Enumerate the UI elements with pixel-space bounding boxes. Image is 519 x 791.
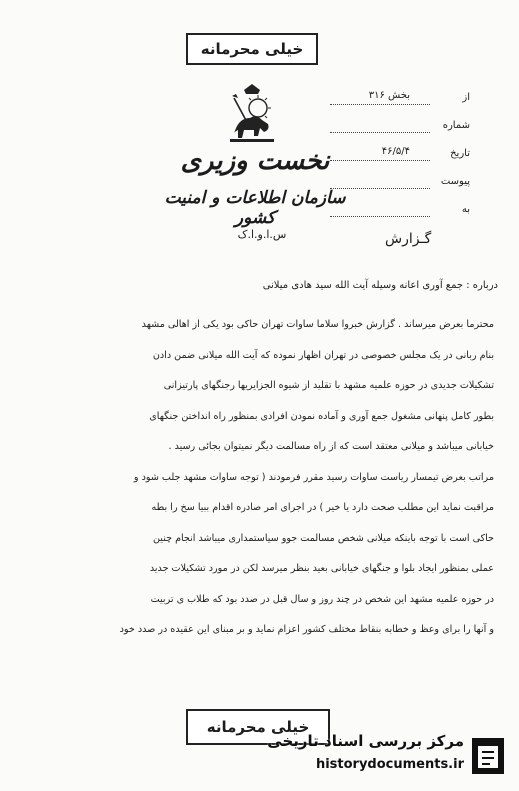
ministry-title: نخست وزیری — [180, 146, 330, 176]
body-line: بنام ربانی در یک مجلس خصوصی در تهران اظهار نموده که آیت الله میلانی ضمن دادن — [152, 349, 494, 361]
meta-label: پیوست — [440, 176, 470, 187]
meta-row-number — [330, 120, 470, 148]
meta-row-from — [330, 92, 470, 120]
dotted-line — [330, 132, 430, 133]
meta-label: از — [462, 92, 470, 103]
meta-row-attachment — [330, 176, 470, 204]
organization-abbreviation: س.ا.و.ا.ک — [237, 228, 287, 241]
dotted-line — [330, 160, 430, 161]
watermark-name: مرکز بررسی اسناد تاریخی — [267, 732, 464, 750]
report-body — [24, 310, 494, 646]
meta-label: شماره — [442, 120, 470, 131]
archive-watermark — [230, 730, 512, 782]
body-line: خیابانی میباشد و میلانی معتقد است که از راه مسالمت دیگر نمیتوان بجائی رسید . — [168, 441, 494, 452]
body-line: بطور کامل پنهانی مشغول جمع آوری و آماده نمودن افرادی بمنظور راه انداختن جنگهای — [149, 410, 494, 422]
archive-logo-icon — [468, 734, 508, 778]
dotted-line — [330, 104, 430, 105]
meta-row-to — [330, 204, 470, 232]
subject-line: درباره : جمع آوری اعانه وسیله آیت الله سید هادی میلانی — [262, 280, 498, 291]
body-line: و آنها را برای وعظ و خطابه بنقاط مختلف کشور اعزام نماید و بر مبنای این عقیده در صدد خود — [119, 624, 494, 635]
meta-label: تاریخ — [450, 148, 470, 159]
meta-value: ۴۶/۵/۴ — [381, 146, 410, 157]
meta-label: به — [461, 204, 470, 215]
bottom-stamp-text: خیلی محرمانه — [206, 718, 310, 736]
dotted-line — [330, 216, 430, 217]
organization-name: سازمان اطلاعات و امنیت کشور — [164, 188, 346, 228]
meta-value: بخش ۳۱۶ — [368, 90, 410, 101]
watermark-url: historydocuments.ir — [315, 757, 464, 772]
body-line: حاکی است با توجه باینکه میلانی شخص مسالمت جوو سیاستمداری میباشد انجام چنین — [153, 532, 494, 544]
meta-row-date — [330, 148, 470, 176]
top-stamp-text: خیلی محرمانه — [200, 40, 304, 58]
body-line: مراتب بعرض تیمسار ریاست ساوات رسید مقرر فرمودند ( توجه ساوات مشهد جلب شود و — [133, 471, 494, 483]
body-line: محترما بعرض میرساند . گزارش خبروا سلاما ساوات تهران حاکی بود یکی از اهالی مشهد — [141, 319, 494, 330]
body-line: مراقبت نماید این مطلب صحت دارد یا خیر ) در اجرای امر صادره اقدام ببیا سخ را بطه — [151, 502, 494, 513]
document-metadata — [330, 92, 470, 232]
body-line: عملی بمنظور ایجاد بلوا و جنگهای خیابانی بعید بنظر میرسد لکن در مورد تشکیلات جدید — [149, 563, 494, 574]
dotted-line — [330, 188, 430, 189]
report-label: گـزارش — [385, 231, 432, 247]
body-line: در حوزه علمیه مشهد این شخص در چند روز و سال قبل در صدد بود که طلاب ی تربیت — [150, 593, 494, 605]
lion-and-sun-emblem-icon — [224, 84, 280, 144]
body-line: تشکیلات جدیدی در حوزه علمیه مشهد با تقلید از شیوه الجزایریها رجنگهای پارتیزانی — [163, 380, 494, 391]
top-classification-stamp — [186, 33, 318, 65]
